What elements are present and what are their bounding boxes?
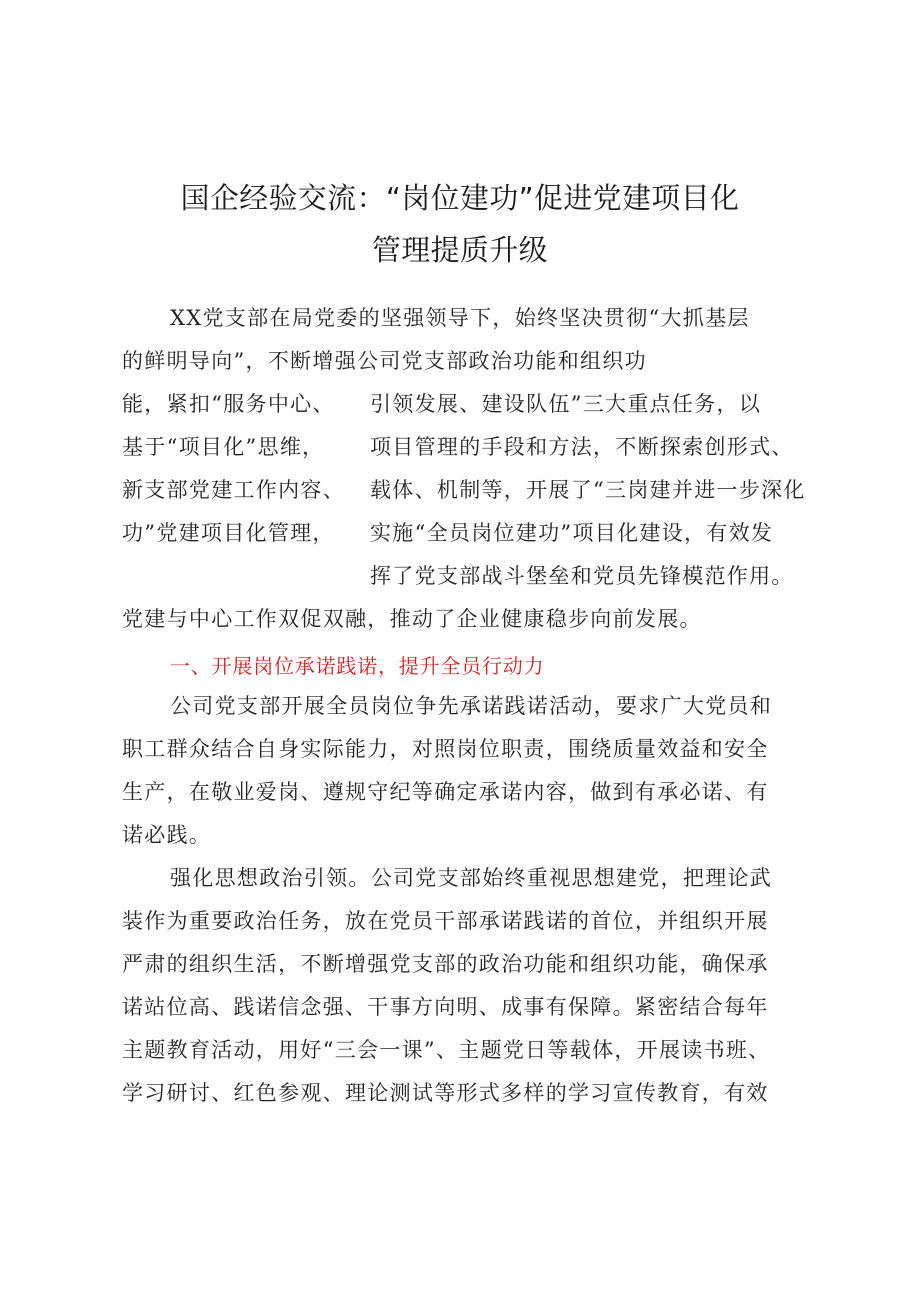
- intro-line-3-right: 引领发展、建设队伍”三大重点任务，以: [370, 392, 762, 416]
- intro-line-3-left: 能，紧扣“服务中心、: [122, 392, 335, 416]
- section-1-para-1-line-4: 诺必践。: [122, 823, 212, 847]
- intro-line-4-left: 基于“项目化”思维，: [122, 435, 325, 459]
- section-1-para-1-line-1: 公司党支部开展全员岗位争先承诺践诺活动，要求广大党员和: [170, 694, 773, 718]
- intro-line-5-left: 新支部党建工作内容、: [122, 478, 345, 502]
- intro-line-1: XX党支部在局党委的坚强领导下，始终坚决贯彻“大抓基层: [170, 306, 750, 330]
- intro-line-6-right: 实施“全员岗位建功”项目化建设，有效发: [370, 521, 774, 545]
- intro-line-2: 的鲜明导向”，不断增强公司党支部政治功能和组织功: [122, 349, 647, 373]
- section-1-para-1-line-2: 职工群众结合自身实际能力，对照岗位职责，围绕质量效益和安全: [122, 737, 769, 761]
- intro-line-6-left: 功”党建项目化管理，: [122, 521, 335, 545]
- section-1-para-1-line-3: 生产，在敬业爱岗、遵规守纪等确定承诺内容，做到有承必诺、有: [122, 780, 769, 804]
- document-title-line-2: 管理提质升级: [372, 233, 548, 267]
- document-title-line-1: 国企经验交流：“岗位建功”促进党建项目化: [180, 181, 740, 215]
- section-1-para-2-line-4: 诺站位高、践诺信念强、干事方向明、成事有保障。紧密结合每年: [122, 995, 769, 1019]
- section-1-para-2-line-1: 强化思想政治引领。公司党支部始终重视思想建党，把理论武: [170, 866, 773, 890]
- section-1-para-2-line-3: 严肃的组织生活，不断增强党支部的政治功能和组织功能，确保承: [122, 952, 769, 976]
- intro-line-7: 挥了党支部战斗堡垒和党员先锋模范作用。: [370, 564, 794, 588]
- intro-line-8: 党建与中心工作双促双融，推动了企业健康稳步向前发展。: [122, 607, 702, 631]
- intro-line-4-right: 项目管理的手段和方法，不断探索创形式、: [370, 435, 794, 459]
- section-1-para-2-line-2: 装作为重要政治任务，放在党员干部承诺践诺的首位，并组织开展: [122, 909, 769, 933]
- section-1-para-2-line-6: 学习研讨、红色参观、理论测试等形式多样的学习宣传教育，有效: [122, 1081, 769, 1105]
- intro-line-5-right: 载体、机制等，开展了“三岗建并进一步深化: [370, 478, 806, 502]
- section-1-heading: 一、开展岗位承诺践诺，提升全员行动力: [170, 654, 545, 678]
- section-1-para-2-line-5: 主题教育活动，用好“三会一课”、主题党日等载体，开展读书班、: [122, 1038, 771, 1062]
